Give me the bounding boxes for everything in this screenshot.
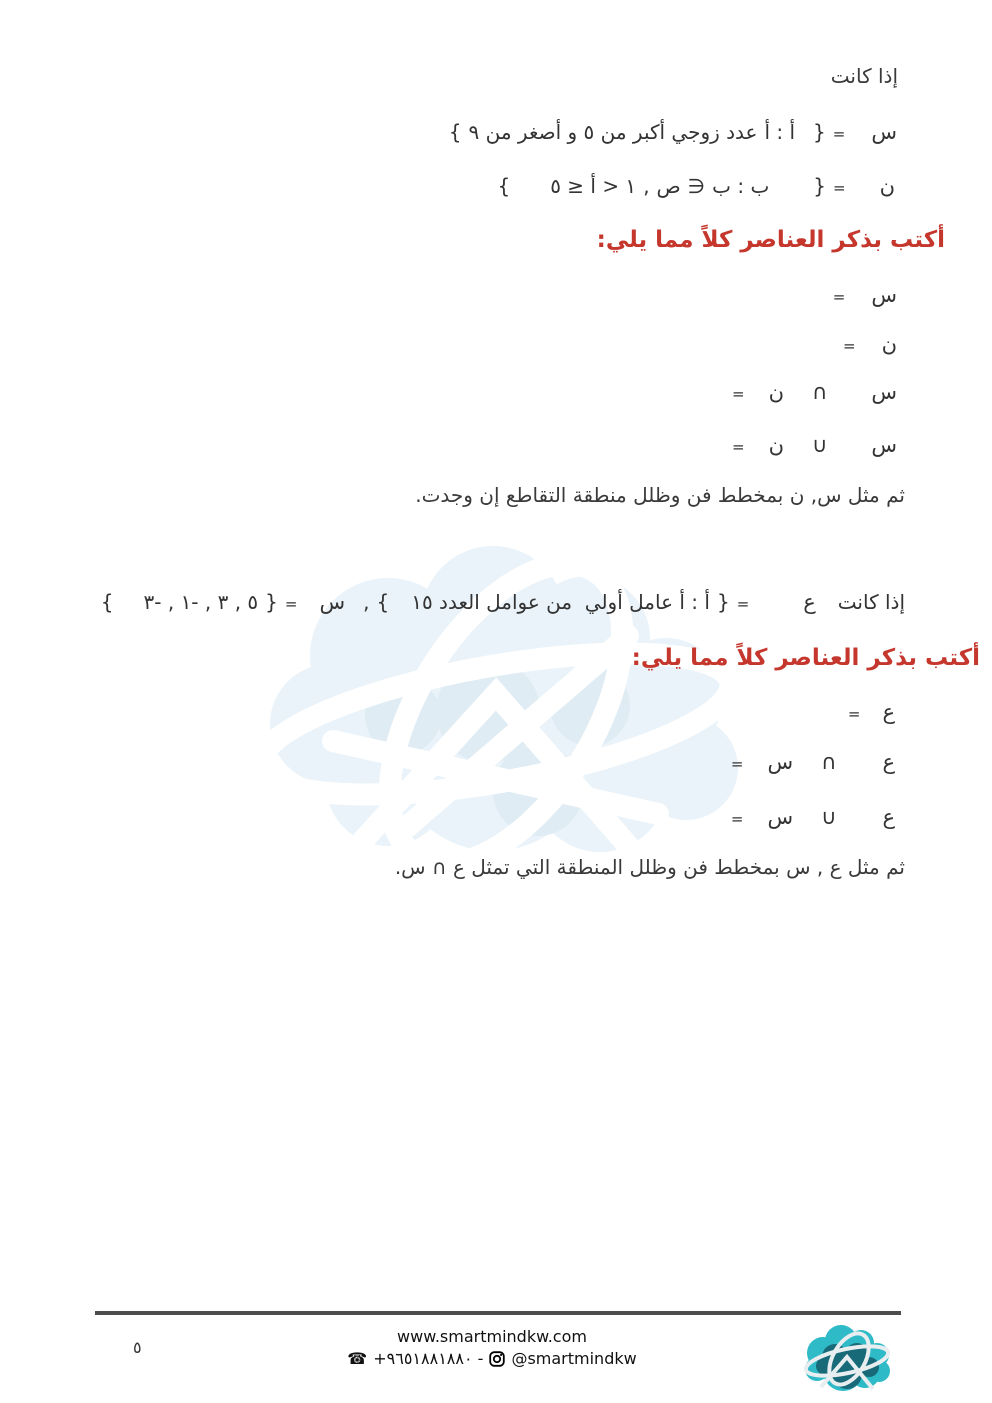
math-token: { xyxy=(376,590,390,614)
venn-instruction-1: ثم مثل س, ن بمخطط فن وظلل منطقة التقاطع إن وجدت. xyxy=(415,483,905,507)
math-token: أ : أ xyxy=(764,120,796,144)
math-token: = xyxy=(731,385,745,403)
math-token: س xyxy=(319,590,346,614)
math-token: , xyxy=(643,174,650,198)
set-definition-s xyxy=(449,120,897,144)
math-token: = xyxy=(730,755,744,773)
math-token: } xyxy=(265,590,278,614)
math-token: ع xyxy=(882,805,895,829)
math-token: { xyxy=(100,590,114,614)
math-token: { xyxy=(448,120,462,144)
math-token: عدد زوجي أكبر من ٥ و أصغر من ٩ xyxy=(468,120,758,144)
math-token: ∪ xyxy=(821,805,837,829)
instagram-icon xyxy=(489,1351,505,1367)
footer-instagram: @smartmindkw xyxy=(511,1349,637,1368)
math-token: ٥ ≥ أ > ١ xyxy=(550,174,637,198)
math-token: ع xyxy=(882,700,895,724)
math-token: ∩ xyxy=(821,750,837,774)
math-token: } xyxy=(813,120,826,144)
math-token: إذا كانت xyxy=(837,590,905,614)
phone-icon: ☎ xyxy=(347,1348,368,1368)
footer-contact-line xyxy=(242,1349,742,1368)
math-token: ن xyxy=(879,174,895,198)
math-token: ∪ xyxy=(811,433,828,457)
math-token: ٣- , ١- , ٣ , ٥ xyxy=(143,590,259,614)
footer-logo xyxy=(799,1319,895,1393)
set-definition-e xyxy=(101,590,905,614)
instruction-heading-2: أكتب بذكر العناصر كلاً مما يلي: xyxy=(631,645,980,671)
math-token: = xyxy=(832,288,846,306)
math-token: س xyxy=(871,120,897,144)
math-token: أ : أ عامل أولي من عوامل العدد ١٥ xyxy=(411,590,710,614)
answer-line-e-intersect-s xyxy=(731,750,895,774)
math-token: = xyxy=(736,595,750,613)
footer-contact xyxy=(242,1327,742,1368)
math-token: } xyxy=(716,590,730,614)
math-token: { xyxy=(497,174,511,198)
math-token: س xyxy=(767,750,794,774)
footer-logo-icon xyxy=(799,1319,895,1393)
math-token: = xyxy=(843,337,856,355)
math-token: س xyxy=(871,380,897,404)
footer-divider xyxy=(95,1311,901,1315)
math-token: ب : ب xyxy=(712,174,770,198)
math-token: ن xyxy=(881,332,897,356)
math-token: ن xyxy=(768,433,784,457)
math-token: ع xyxy=(882,750,895,774)
math-token: = xyxy=(730,810,744,828)
math-token: ن xyxy=(768,380,784,404)
footer-website: www.smartmindkw.com xyxy=(397,1327,587,1346)
set-definition-n xyxy=(497,174,895,198)
page-number: ٥ xyxy=(133,1338,142,1357)
math-token: س xyxy=(871,433,897,457)
answer-line-s-union-n xyxy=(732,433,897,457)
math-token: ∋ xyxy=(687,174,706,198)
math-token: } xyxy=(813,174,826,198)
answer-line-s xyxy=(833,283,897,307)
math-token: ∩ xyxy=(811,380,828,404)
footer-phone: +٩٦٥١٨٨١٨٨٠ - xyxy=(373,1349,484,1368)
answer-line-e xyxy=(848,700,895,724)
math-token: س xyxy=(767,805,794,829)
math-token: = xyxy=(832,125,846,143)
math-token: ص xyxy=(656,174,681,198)
math-token: س xyxy=(871,283,897,307)
math-token: = xyxy=(847,705,861,723)
math-token: = xyxy=(833,179,846,197)
answer-line-e-union-s xyxy=(731,805,895,829)
math-token: , xyxy=(363,590,370,614)
answer-line-n xyxy=(843,332,897,356)
venn-instruction-2: ثم مثل ع , س بمخطط فن وظلل المنطقة التي تمثل ع ∩ س. xyxy=(394,855,905,879)
answer-line-s-intersect-n xyxy=(732,380,897,404)
intro-text: إذا كانت xyxy=(830,64,898,88)
math-token: = xyxy=(731,438,745,456)
math-token: ع xyxy=(803,590,816,614)
instruction-heading-1: أكتب بذكر العناصر كلاً مما يلي: xyxy=(596,227,945,253)
math-token: = xyxy=(284,595,298,613)
